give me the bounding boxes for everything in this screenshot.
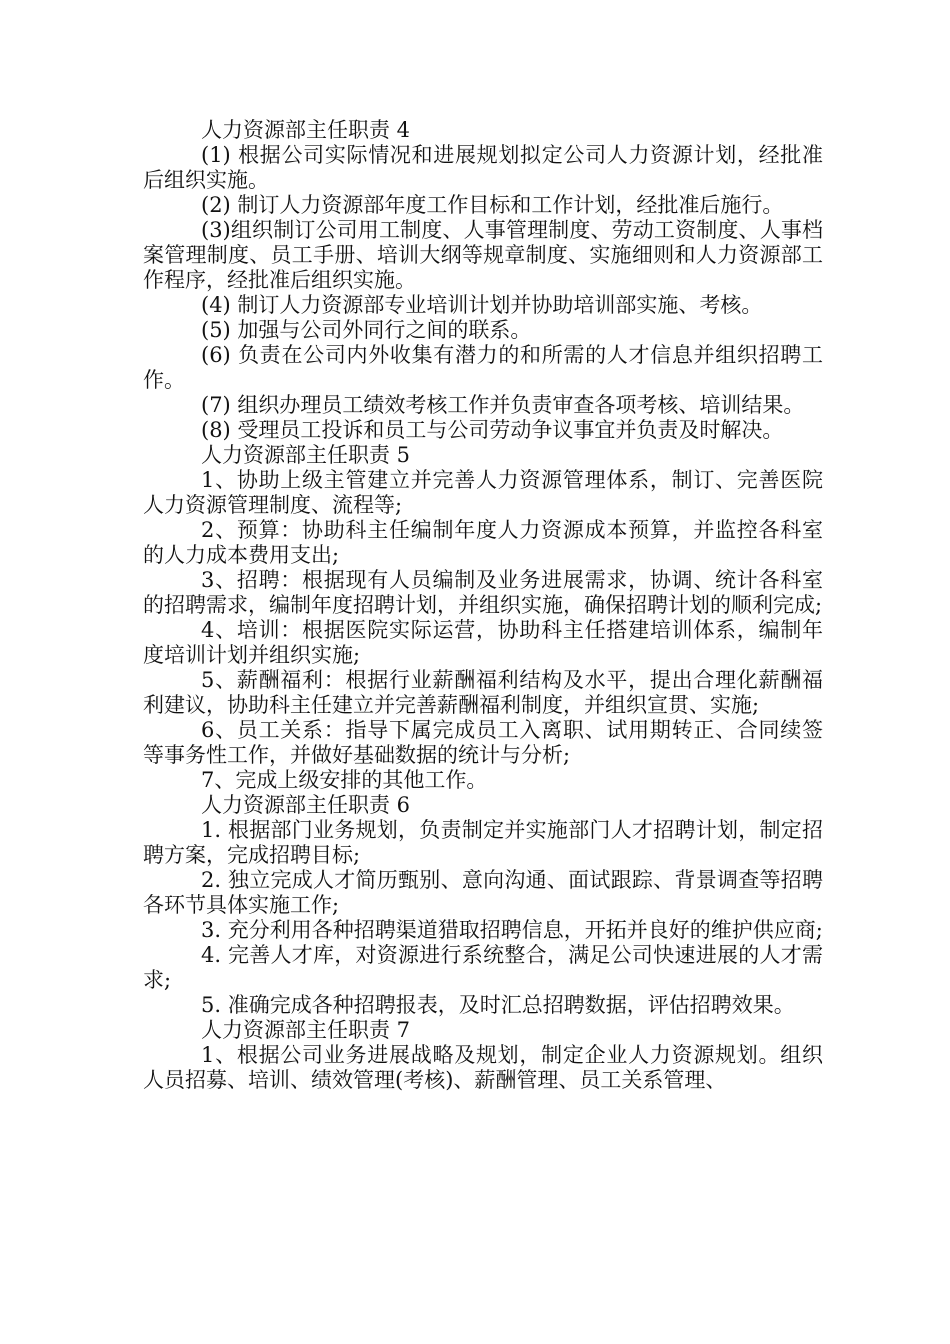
- list-item: (5) 加强与公司外同行之间的联系。: [201, 318, 532, 342]
- list-item: (8) 受理员工投诉和员工与公司劳动争议事宜并负责及时解决。: [201, 418, 784, 442]
- list-item: 4. 完善人才库，对资源进行系统整合，满足公司快速进展的人才需求;: [143, 943, 823, 992]
- list-item: (3)组织制订公司用工制度、人事管理制度、劳动工资制度、人事档案管理制度、员工手册、培训大纲等规章制度、实施细则和人力资源部工作程序，经批准后组织实施。: [143, 218, 823, 292]
- list-item: 7、完成上级安排的其他工作。: [201, 768, 488, 792]
- list-item: 2、预算：协助科主任编制年度人力资源成本预算，并监控各科室的人力成本费用支出;: [143, 518, 823, 567]
- list-item: 1. 根据部门业务规划，负责制定并实施部门人才招聘计划，制定招聘方案，完成招聘目标;: [143, 818, 823, 867]
- list-item: 5. 准确完成各种招聘报表，及时汇总招聘数据，评估招聘效果。: [201, 993, 795, 1017]
- list-item: (2) 制订人力资源部年度工作目标和工作计划，经批准后施行。: [201, 193, 784, 217]
- list-item: 1、协助上级主管建立并完善人力资源管理体系，制订、完善医院人力资源管理制度、流程等;: [143, 468, 823, 517]
- list-item: 2. 独立完成人才简历甄别、意向沟通、面试跟踪、背景调查等招聘各环节具体实施工作;: [143, 868, 823, 917]
- list-item: 1、根据公司业务进展战略及规划，制定企业人力资源规划。组织人员招募、培训、绩效管理(考核)、薪酬管理、员工关系管理、: [143, 1043, 823, 1092]
- section-7: [143, 1018, 823, 1093]
- section-title: 人力资源部主任职责 6: [201, 793, 411, 817]
- section-title: 人力资源部主任职责 4: [201, 118, 411, 142]
- list-item: 3、招聘：根据现有人员编制及业务进展需求，协调、统计各科室的招聘需求，编制年度招聘计划，并组织实施，确保招聘计划的顺利完成;: [143, 568, 823, 617]
- list-item: 5、薪酬福利：根据行业薪酬福利结构及水平，提出合理化薪酬福利建议，协助科主任建立并完善薪酬福利制度，并组织宣贯、实施;: [143, 668, 823, 717]
- list-item: (6) 负责在公司内外收集有潜力的和所需的人才信息并组织招聘工作。: [143, 343, 823, 392]
- section-title: 人力资源部主任职责 5: [201, 443, 411, 467]
- section-4: [143, 118, 823, 443]
- section-title: 人力资源部主任职责 7: [201, 1018, 411, 1042]
- list-item: 6、员工关系：指导下属完成员工入离职、试用期转正、合同续签等事务性工作，并做好基础数据的统计与分析;: [143, 718, 823, 767]
- list-item: (7) 组织办理员工绩效考核工作并负责审查各项考核、培训结果。: [201, 393, 805, 417]
- section-5: [143, 443, 823, 793]
- list-item: 3. 充分利用各种招聘渠道猎取招聘信息，开拓并良好的维护供应商;: [201, 918, 823, 942]
- list-item: (1) 根据公司实际情况和进展规划拟定公司人力资源计划，经批准后组织实施。: [143, 143, 823, 192]
- list-item: (4) 制订人力资源部专业培训计划并协助培训部实施、考核。: [201, 293, 763, 317]
- document-page: [143, 118, 823, 1093]
- list-item: 4、培训：根据医院实际运营，协助科主任搭建培训体系，编制年度培训计划并组织实施;: [143, 618, 823, 667]
- section-6: [143, 793, 823, 1018]
